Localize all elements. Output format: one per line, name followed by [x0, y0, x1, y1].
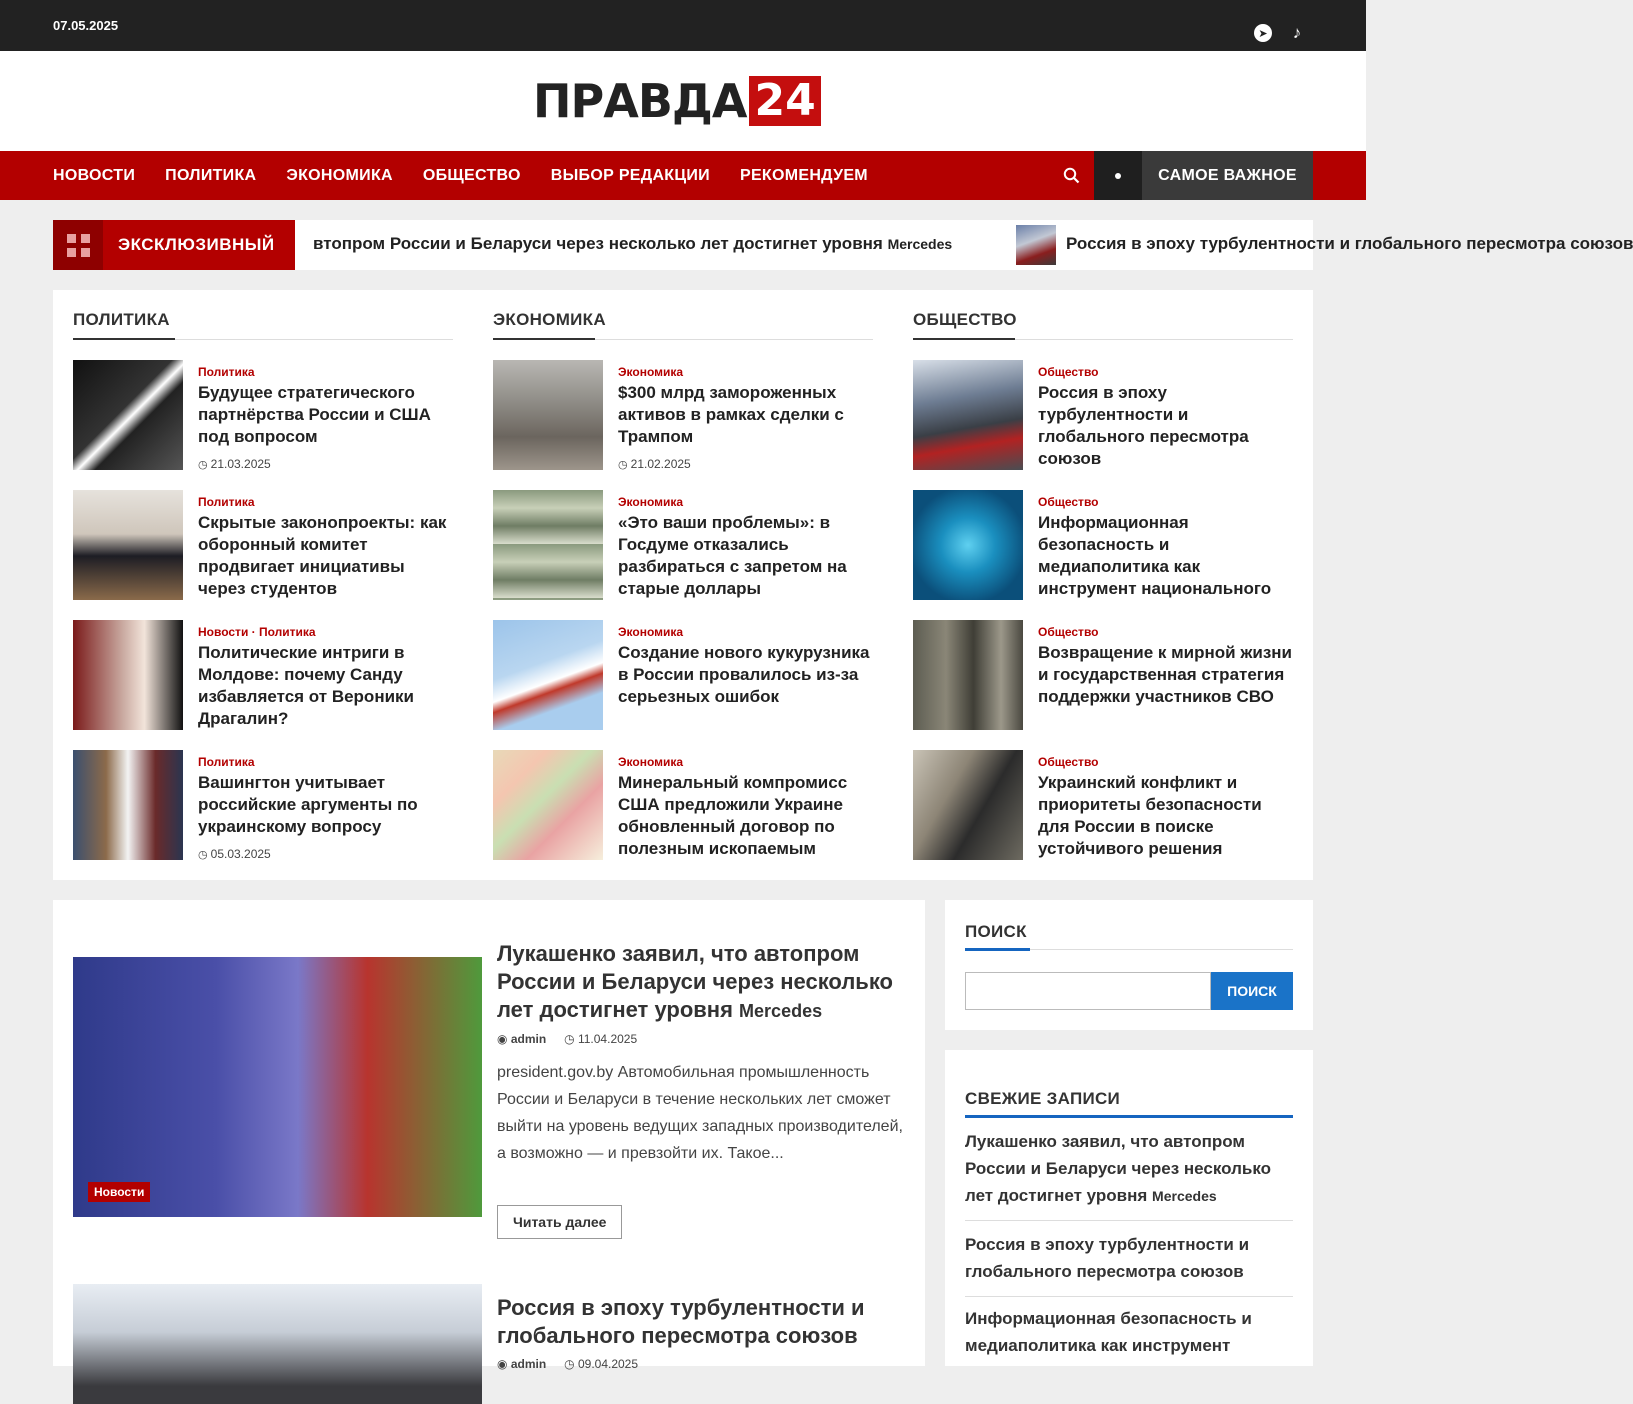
- article-category[interactable]: Общество: [1038, 495, 1099, 509]
- article-title[interactable]: Скрытые законопроекты: как оборонный комитет продвигает инициативы через студентов: [198, 513, 447, 598]
- article-thumbnail[interactable]: [73, 750, 183, 860]
- article-title[interactable]: Вашингтон учитывает российские аргументы по украинскому вопросу: [198, 773, 418, 836]
- article-title[interactable]: Россия в эпоху турбулентности и глобального пересмотра союзов: [1038, 383, 1249, 468]
- article-category[interactable]: Общество: [1038, 755, 1099, 769]
- column-title[interactable]: ПОЛИТИКА: [73, 310, 453, 340]
- post-meta: [497, 1032, 637, 1046]
- widget-title: СВЕЖИЕ ЗАПИСИ: [965, 1089, 1293, 1117]
- search-input[interactable]: [965, 972, 1211, 1010]
- nav-item-economy[interactable]: ЭКОНОМИКА: [286, 166, 393, 184]
- post-category-badge[interactable]: Новости: [88, 1182, 150, 1202]
- article-thumbnail[interactable]: [493, 490, 603, 600]
- article-thumbnail[interactable]: [73, 360, 183, 470]
- category-columns: [53, 290, 1313, 880]
- divider: [965, 1220, 1293, 1221]
- article-title[interactable]: $300 млрд замороженных активов в рамках сделки с Трампом: [618, 383, 844, 446]
- menu-dot-icon[interactable]: [1094, 151, 1142, 200]
- search-icon[interactable]: [1056, 151, 1086, 200]
- article-category[interactable]: Политика: [198, 495, 255, 509]
- sidebar-recent-widget: [945, 1050, 1313, 1366]
- article-title[interactable]: Украинский конфликт и приоритеты безопасности для России в поиске устойчивого решения: [1038, 773, 1262, 858]
- article-date: ◷ 21.03.2025: [198, 457, 271, 471]
- article-category[interactable]: Экономика: [618, 755, 684, 769]
- grid-icon: [53, 220, 103, 270]
- user-icon: ◉: [497, 1357, 511, 1371]
- article-thumbnail[interactable]: [73, 490, 183, 600]
- logo-number: 24: [749, 76, 820, 126]
- article-date: ◷ 05.03.2025: [198, 847, 271, 861]
- tiktok-icon[interactable]: ♪: [1292, 23, 1302, 42]
- search-button[interactable]: ПОИСК: [1211, 972, 1293, 1010]
- post-meta: [497, 1357, 638, 1371]
- social-links: [1254, 24, 1306, 42]
- column-title[interactable]: ЭКОНОМИКА: [493, 310, 873, 340]
- list-item[interactable]: [73, 750, 453, 860]
- post-image[interactable]: [73, 1284, 482, 1404]
- main-nav: [0, 151, 1366, 200]
- divider: [965, 1296, 1293, 1297]
- article-title[interactable]: Минеральный компромисс США предложили Украине обновленный договор по полезным ископаемым: [618, 773, 848, 858]
- list-item[interactable]: [913, 750, 1293, 860]
- article-category[interactable]: Экономика: [618, 495, 684, 509]
- exclusive-ticker: [53, 220, 1633, 270]
- recent-post-link[interactable]: Лукашенко заявил, что автопром России и Беларуси через несколько лет достигнет уровня Mercedes: [965, 1132, 1271, 1205]
- nav-item-recommended[interactable]: РЕКОМЕНДУЕМ: [739, 166, 868, 184]
- telegram-icon[interactable]: ➤: [1254, 24, 1272, 42]
- nav-item-politics[interactable]: ПОЛИТИКА: [165, 166, 257, 184]
- column-society: [913, 310, 1293, 858]
- site-logo[interactable]: [533, 75, 821, 127]
- post-excerpt: president.gov.by Автомобильная промышленность России и Беларуси в течение нескольких лет сможет выйти на уровень ведущих западных производителей, а возможно — и превзойти их. Такое...: [497, 1064, 903, 1162]
- top-bar: [0, 0, 1366, 51]
- clock-icon: ◷: [564, 1357, 578, 1371]
- article-thumbnail[interactable]: [913, 620, 1023, 730]
- article-category[interactable]: Новости · Политика: [198, 625, 316, 639]
- ticker-thumbnail[interactable]: [1016, 225, 1056, 265]
- article-title[interactable]: «Это ваши проблемы»: в Госдуме отказались разбираться с запретом на старые доллары: [618, 513, 847, 598]
- ticker-item[interactable]: втопром России и Беларуси через несколько лет достигнет уровня Mercedes: [313, 234, 953, 253]
- article-title[interactable]: Политические интриги в Молдове: почему Санду избавляется от Вероники Драгалин?: [198, 643, 414, 728]
- list-item[interactable]: [913, 360, 1293, 470]
- post-image[interactable]: [73, 957, 482, 1217]
- header: [0, 51, 1366, 151]
- list-item[interactable]: [73, 490, 453, 600]
- article-thumbnail[interactable]: [493, 750, 603, 860]
- most-important-button[interactable]: САМОЕ ВАЖНОЕ: [1142, 151, 1313, 200]
- article-category[interactable]: Политика: [198, 755, 255, 769]
- post-date: ◷ 11.04.2025: [564, 1032, 638, 1046]
- ticker-label: [53, 220, 295, 270]
- ticker-track: [313, 220, 1633, 270]
- list-item[interactable]: [913, 490, 1293, 600]
- logo-text: ПРАВДА: [533, 74, 747, 128]
- recent-post-link[interactable]: Россия в эпоху турбулентности и глобального пересмотра союзов: [965, 1235, 1250, 1281]
- article-thumbnail[interactable]: [913, 490, 1023, 600]
- list-item[interactable]: [493, 360, 873, 470]
- recent-post-link[interactable]: Информационная безопасность и медиаполитика как инструмент: [965, 1309, 1252, 1355]
- post-feed: [53, 900, 925, 1371]
- article-thumbnail[interactable]: [913, 360, 1023, 470]
- nav-item-editors-choice[interactable]: ВЫБОР РЕДАКЦИИ: [550, 166, 710, 184]
- post-title[interactable]: Лукашенко заявил, что автопром России и Беларуси через несколько лет достигнет уровня Mercedes: [497, 941, 893, 1022]
- read-more-button[interactable]: Читать далее: [497, 1205, 622, 1239]
- post-author[interactable]: ◉ admin: [497, 1357, 547, 1371]
- article-thumbnail[interactable]: [73, 620, 183, 730]
- article-category[interactable]: Экономика: [618, 365, 684, 379]
- user-icon: ◉: [497, 1032, 511, 1046]
- article-title[interactable]: Информационная безопасность и медиаполитика как инструмент национального: [1038, 513, 1272, 598]
- article-category[interactable]: Экономика: [618, 625, 684, 639]
- list-item[interactable]: [493, 750, 873, 860]
- post-author[interactable]: ◉ admin: [497, 1032, 547, 1046]
- article-thumbnail[interactable]: [913, 750, 1023, 860]
- article-thumbnail[interactable]: [493, 620, 603, 730]
- ticker-label-text: ЭКСКЛЮЗИВНЫЙ: [118, 235, 275, 254]
- list-item[interactable]: [73, 620, 453, 730]
- clock-icon: ◷: [564, 1032, 578, 1046]
- list-item[interactable]: [493, 490, 873, 600]
- ticker-item[interactable]: Россия в эпоху турбулентности и глобального пересмотра союзов: [1066, 234, 1633, 253]
- column-economy: [493, 310, 873, 858]
- article-title[interactable]: Создание нового кукурузника в России провалилось из-за серьезных ошибок: [618, 643, 870, 706]
- column-title[interactable]: ОБЩЕСТВО: [913, 310, 1293, 340]
- list-item[interactable]: [493, 620, 873, 730]
- article-date: ◷ 21.02.2025: [618, 457, 691, 471]
- sidebar-search-widget: [945, 900, 1313, 1030]
- widget-title: ПОИСК: [965, 922, 1293, 950]
- nav-item-news[interactable]: НОВОСТИ: [53, 166, 136, 184]
- article-category[interactable]: Общество: [1038, 625, 1099, 639]
- post-title[interactable]: Россия в эпоху турбулентности и глобального пересмотра союзов: [497, 1295, 865, 1348]
- current-date: 07.05.2025: [53, 18, 119, 33]
- list-item[interactable]: [73, 360, 453, 470]
- article-thumbnail[interactable]: [493, 360, 603, 470]
- article-title[interactable]: Будущее стратегического партнёрства России и США под вопросом: [198, 383, 431, 446]
- article-category[interactable]: Общество: [1038, 365, 1099, 379]
- post-date: ◷ 09.04.2025: [564, 1357, 639, 1371]
- list-item[interactable]: [913, 620, 1293, 730]
- column-politics: [73, 310, 453, 861]
- article-title[interactable]: Возвращение к мирной жизни и государственная стратегия поддержки участников СВО: [1038, 643, 1293, 706]
- article-category[interactable]: Политика: [198, 365, 255, 379]
- nav-item-society[interactable]: ОБЩЕСТВО: [422, 166, 521, 184]
